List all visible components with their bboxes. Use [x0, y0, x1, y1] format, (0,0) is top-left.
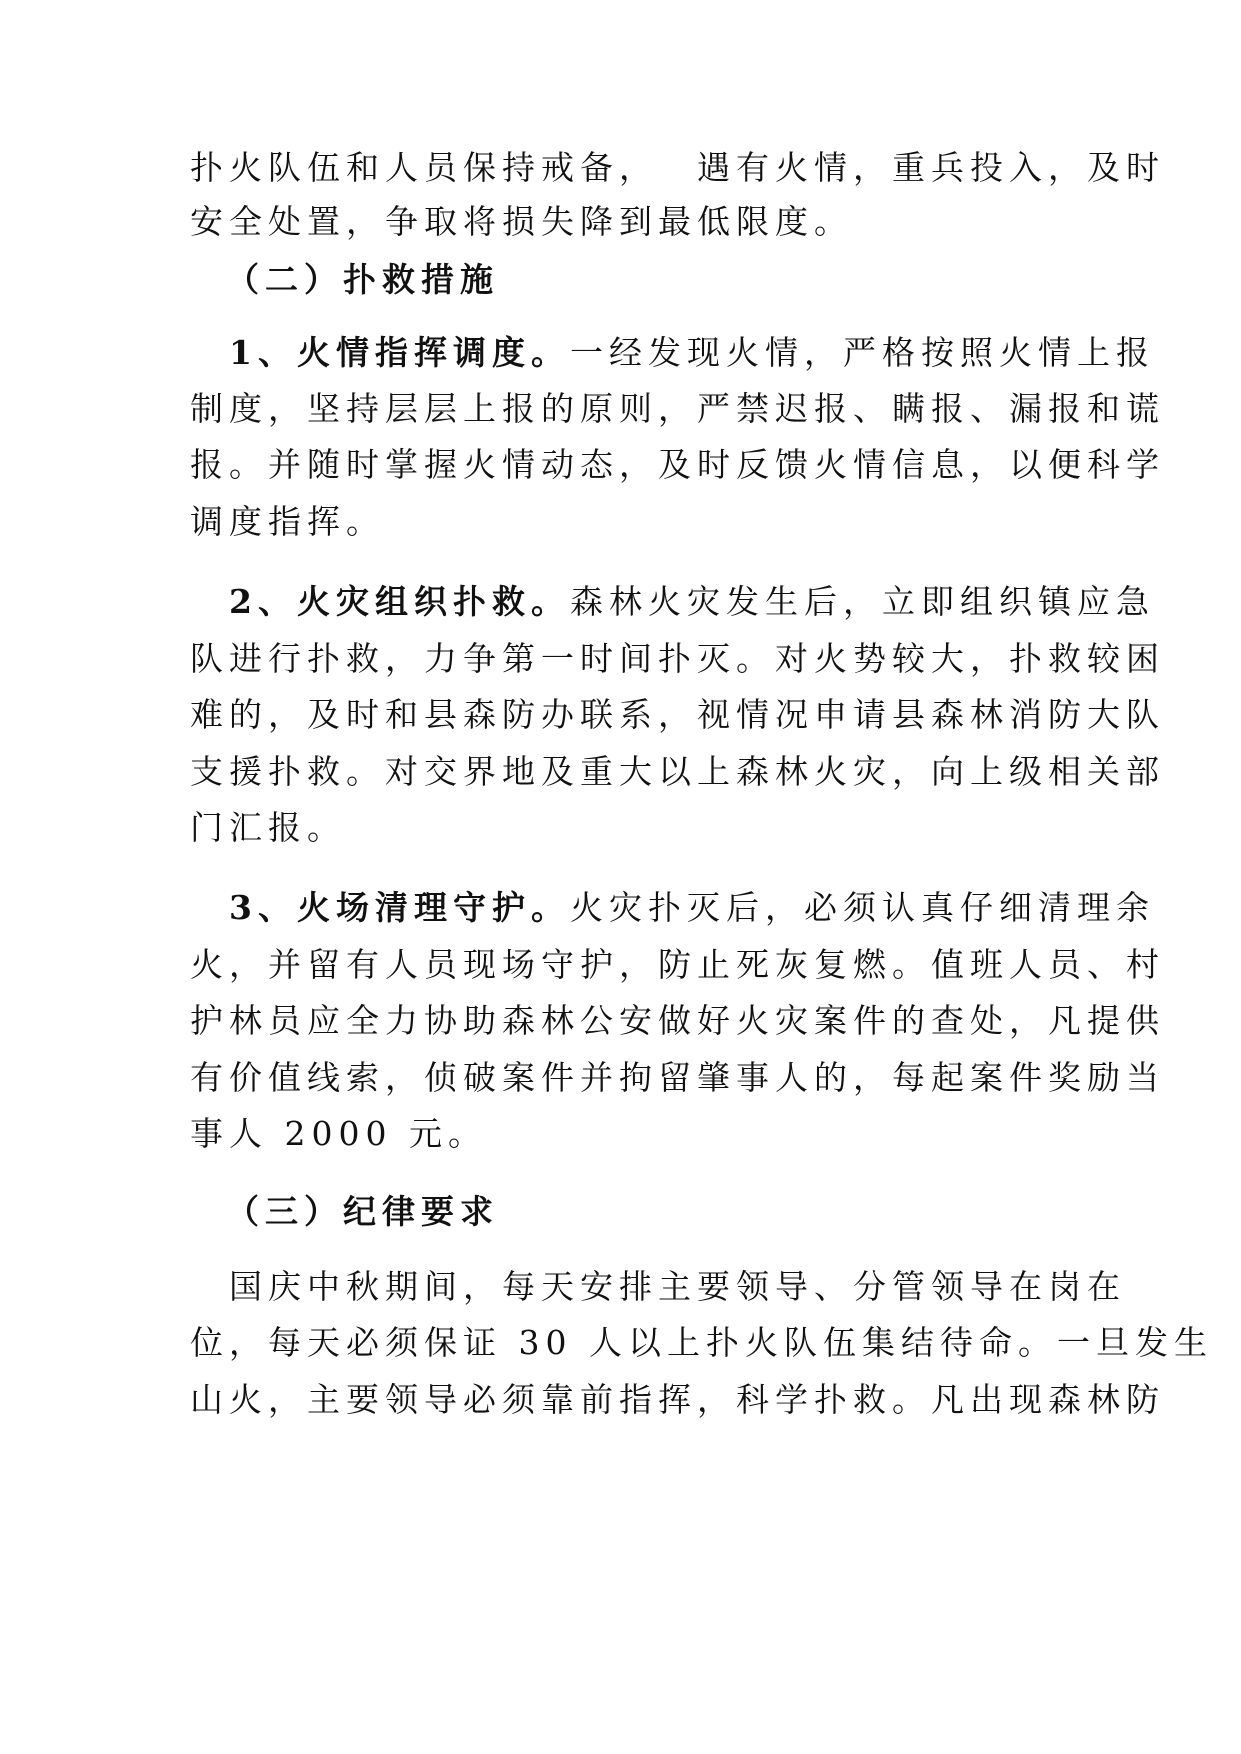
item-2-text: 森林火灾发生后，立即组织镇应急 [569, 582, 1155, 621]
section-3-line-1: 国庆中秋期间，每天安排主要领导、分管领导在岗在 [229, 1267, 1126, 1306]
item-2-first-line [229, 580, 1155, 624]
item-3-lead: 3、火场清理守护。 [229, 888, 570, 927]
item-1-line-3: 报。并随时掌握火情动态，及时反馈火情信息，以便科学 [190, 445, 1165, 484]
item-2-line-3: 难的，及时和县森防办联系，视情况申请县森林消防大队 [190, 695, 1165, 734]
section-2-heading: （二）扑救措施 [226, 260, 499, 299]
item-2-line-5: 门汇报。 [190, 808, 346, 847]
item-2-line-2: 队进行扑救，力争第一时间扑灭。对火势较大，扑救较困 [190, 639, 1165, 678]
item-3-line-4: 有价值线索，侦破案件并拘留肇事人的，每起案件奖励当 [190, 1058, 1165, 1097]
item-3-line-3: 护林员应全力协助森林公安做好火灾案件的查处，凡提供 [190, 1001, 1165, 1040]
intro-line-1: 扑火队伍和人员保持戒备， 遇有火情，重兵投入，及时 [190, 148, 1165, 187]
section-3-line-2: 位，每天必须保证 30 人以上扑火队伍集结待命。一旦发生 [190, 1323, 1213, 1362]
section-3-heading: （三）纪律要求 [226, 1192, 499, 1231]
item-3-text: 火灾扑灭后，必须认真仔细清理余 [569, 888, 1155, 927]
item-2-line-4: 支援扑救。对交界地及重大以上森林火灾，向上级相关部 [190, 752, 1165, 791]
section-3-line-3: 山火，主要领导必须靠前指挥，科学扑救。凡出现森林防 [190, 1380, 1165, 1419]
item-3-first-line [229, 886, 1155, 930]
item-1-lead: 1、火情指挥调度。 [229, 333, 570, 372]
item-1-line-4: 调度指挥。 [190, 502, 385, 541]
item-3-line-5: 事人 2000 元。 [190, 1114, 487, 1153]
item-1-first-line [229, 331, 1155, 375]
intro-line-2: 安全处置，争取将损失降到最低限度。 [190, 202, 853, 241]
item-1-text: 一经发现火情，严格按照火情上报 [569, 333, 1155, 372]
item-3-line-2: 火，并留有人员现场守护，防止死灰复燃。值班人员、村 [190, 945, 1165, 984]
item-2-lead: 2、火灾组织扑救。 [229, 582, 570, 621]
item-1-line-2: 制度，坚持层层上报的原则，严禁迟报、瞒报、漏报和谎 [190, 389, 1165, 428]
